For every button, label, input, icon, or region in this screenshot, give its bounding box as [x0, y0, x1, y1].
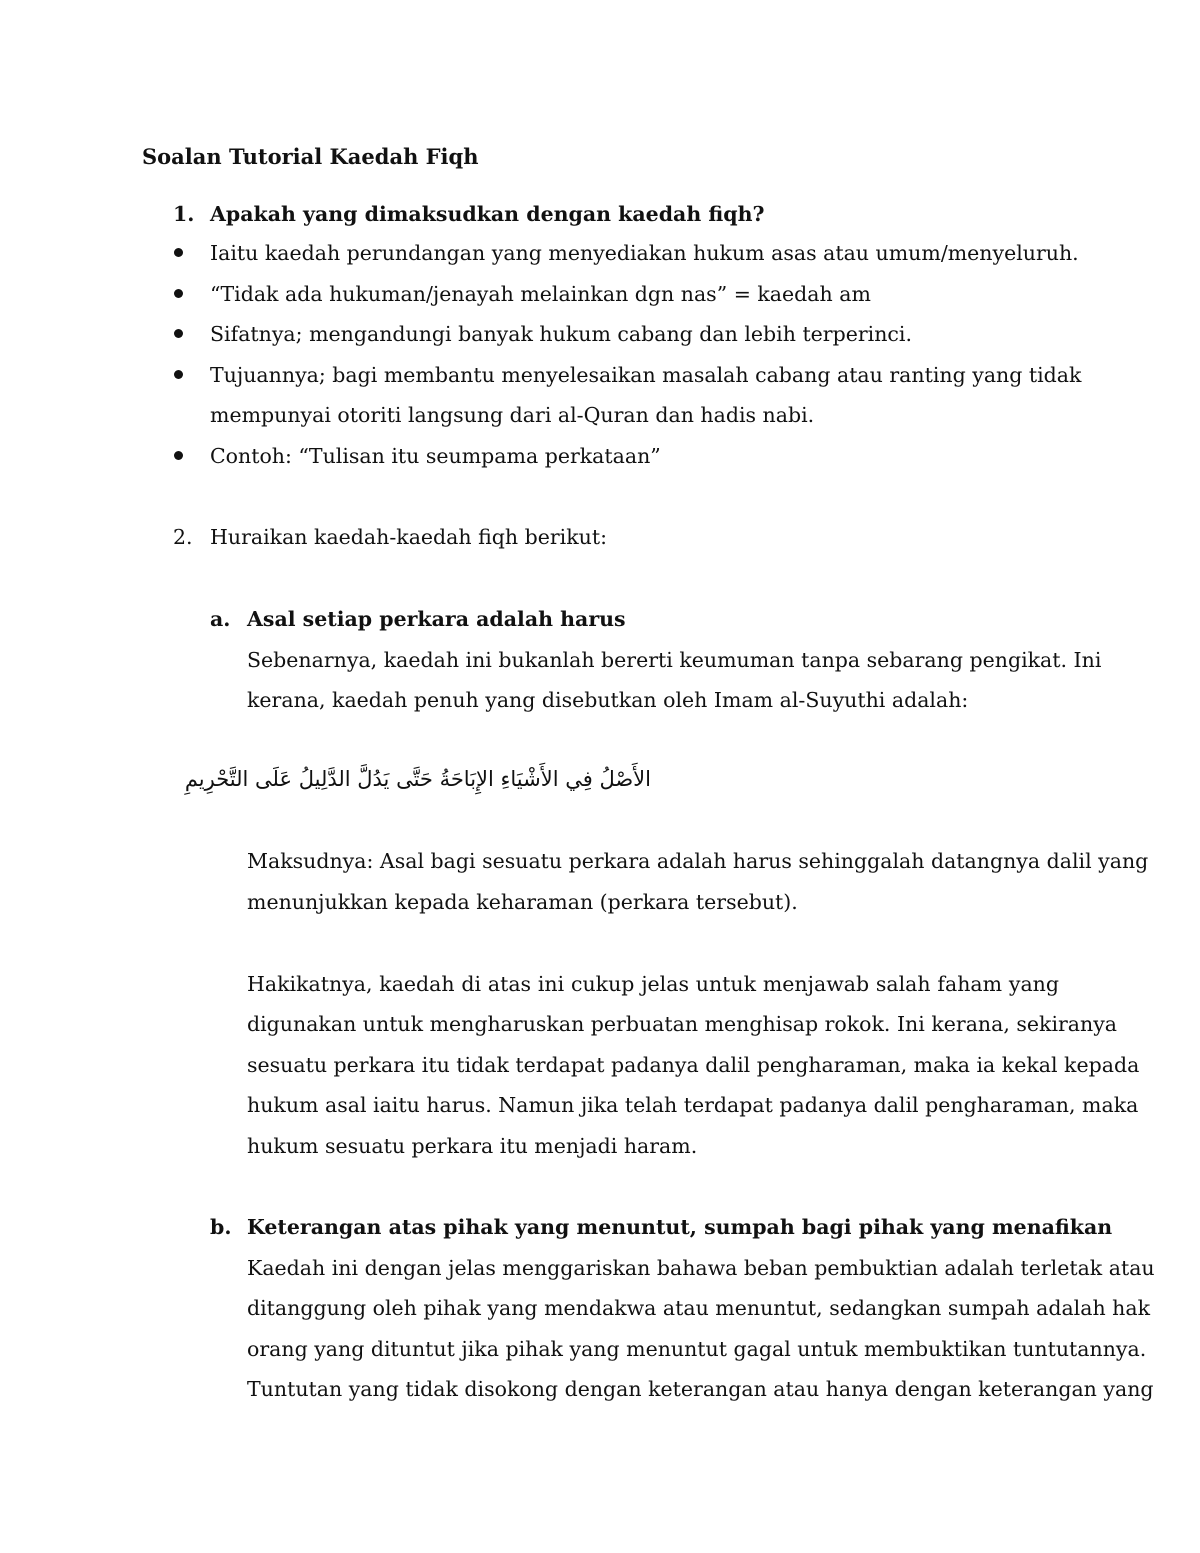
q2-number: 2.	[173, 525, 193, 549]
q2-question: Huraikan kaedah-kaedah fiqh berikut:	[210, 525, 608, 549]
bullet-icon	[174, 451, 183, 460]
bullet-icon	[174, 329, 183, 338]
part-b-text-line-2: ditanggung oleh pihak yang mendakwa atau menuntut, sedangkan sumpah adalah hak	[247, 1296, 1151, 1320]
q1-number: 1.	[173, 202, 195, 226]
part-a-explanation-line-3: sesuatu perkara itu tidak terdapat padanya dalil pengharaman, maka ia kekal kepada	[247, 1053, 1140, 1077]
part-b-text-line-1: Kaedah ini dengan jelas menggariskan bahawa beban pembuktian adalah terletak atau	[247, 1256, 1155, 1280]
bullet-icon	[174, 289, 183, 298]
part-a-intro-line-2: kerana, kaedah penuh yang disebutkan oleh Imam al-Suyuthi adalah:	[247, 688, 969, 712]
part-a-meaning-line-2: menunjukkan kepada keharaman (perkara tersebut).	[247, 890, 798, 914]
part-b-text-line-3: orang yang dituntut jika pihak yang menuntut gagal untuk membuktikan tuntutannya.	[247, 1337, 1147, 1361]
q1-bullet-2: “Tidak ada hukuman/jenayah melainkan dgn nas” = kaedah am	[210, 282, 871, 306]
part-a-heading: Asal setiap perkara adalah harus	[247, 607, 626, 631]
part-a-explanation-line-2: digunakan untuk mengharuskan perbuatan menghisap rokok. Ini kerana, sekiranya	[247, 1012, 1118, 1036]
part-a-label: a.	[210, 607, 231, 631]
part-b-heading: Keterangan atas pihak yang menuntut, sumpah bagi pihak yang menafikan	[247, 1215, 1113, 1239]
document-title: Soalan Tutorial Kaedah Fiqh	[142, 144, 479, 169]
q1-bullet-1: Iaitu kaedah perundangan yang menyediakan hukum asas atau umum/menyeluruh.	[210, 241, 1079, 265]
q1-question: Apakah yang dimaksudkan dengan kaedah fiqh?	[210, 202, 765, 226]
part-a-explanation-line-5: hukum sesuatu perkara itu menjadi haram.	[247, 1134, 698, 1158]
q1-bullet-3: Sifatnya; mengandungi banyak hukum cabang dan lebih terperinci.	[210, 322, 912, 346]
part-a-intro-line-1: Sebenarnya, kaedah ini bukanlah bererti keumuman tanpa sebarang pengikat. Ini	[247, 648, 1102, 672]
bullet-icon	[174, 370, 183, 379]
q1-bullet-5: Contoh: “Tulisan itu seumpama perkataan”	[210, 444, 661, 468]
part-a-explanation-line-1: Hakikatnya, kaedah di atas ini cukup jelas untuk menjawab salah faham yang	[247, 972, 1059, 996]
q1-bullet-4: Tujuannya; bagi membantu menyelesaikan masalah cabang atau ranting yang tidak	[210, 363, 1082, 387]
part-a-explanation-line-4: hukum asal iaitu harus. Namun jika telah terdapat padanya dalil pengharaman, maka	[247, 1093, 1139, 1117]
bullet-icon	[174, 248, 183, 257]
part-b-text-line-4: Tuntutan yang tidak disokong dengan keterangan atau hanya dengan keterangan yang	[247, 1377, 1154, 1401]
arabic-legal-maxim: الأَصْلُ فِي الأَشْيَاءِ الإِبَاحَةُ حَتَّى يَدُلَّ الدَّلِيلُ عَلَى التَّحْرِيمِ	[184, 767, 651, 791]
q1-bullet-4-continued: mempunyai otoriti langsung dari al-Quran dan hadis nabi.	[210, 403, 815, 427]
part-a-meaning-line-1: Maksudnya: Asal bagi sesuatu perkara adalah harus sehinggalah datangnya dalil yang	[247, 849, 1149, 873]
part-b-label: b.	[210, 1215, 232, 1239]
